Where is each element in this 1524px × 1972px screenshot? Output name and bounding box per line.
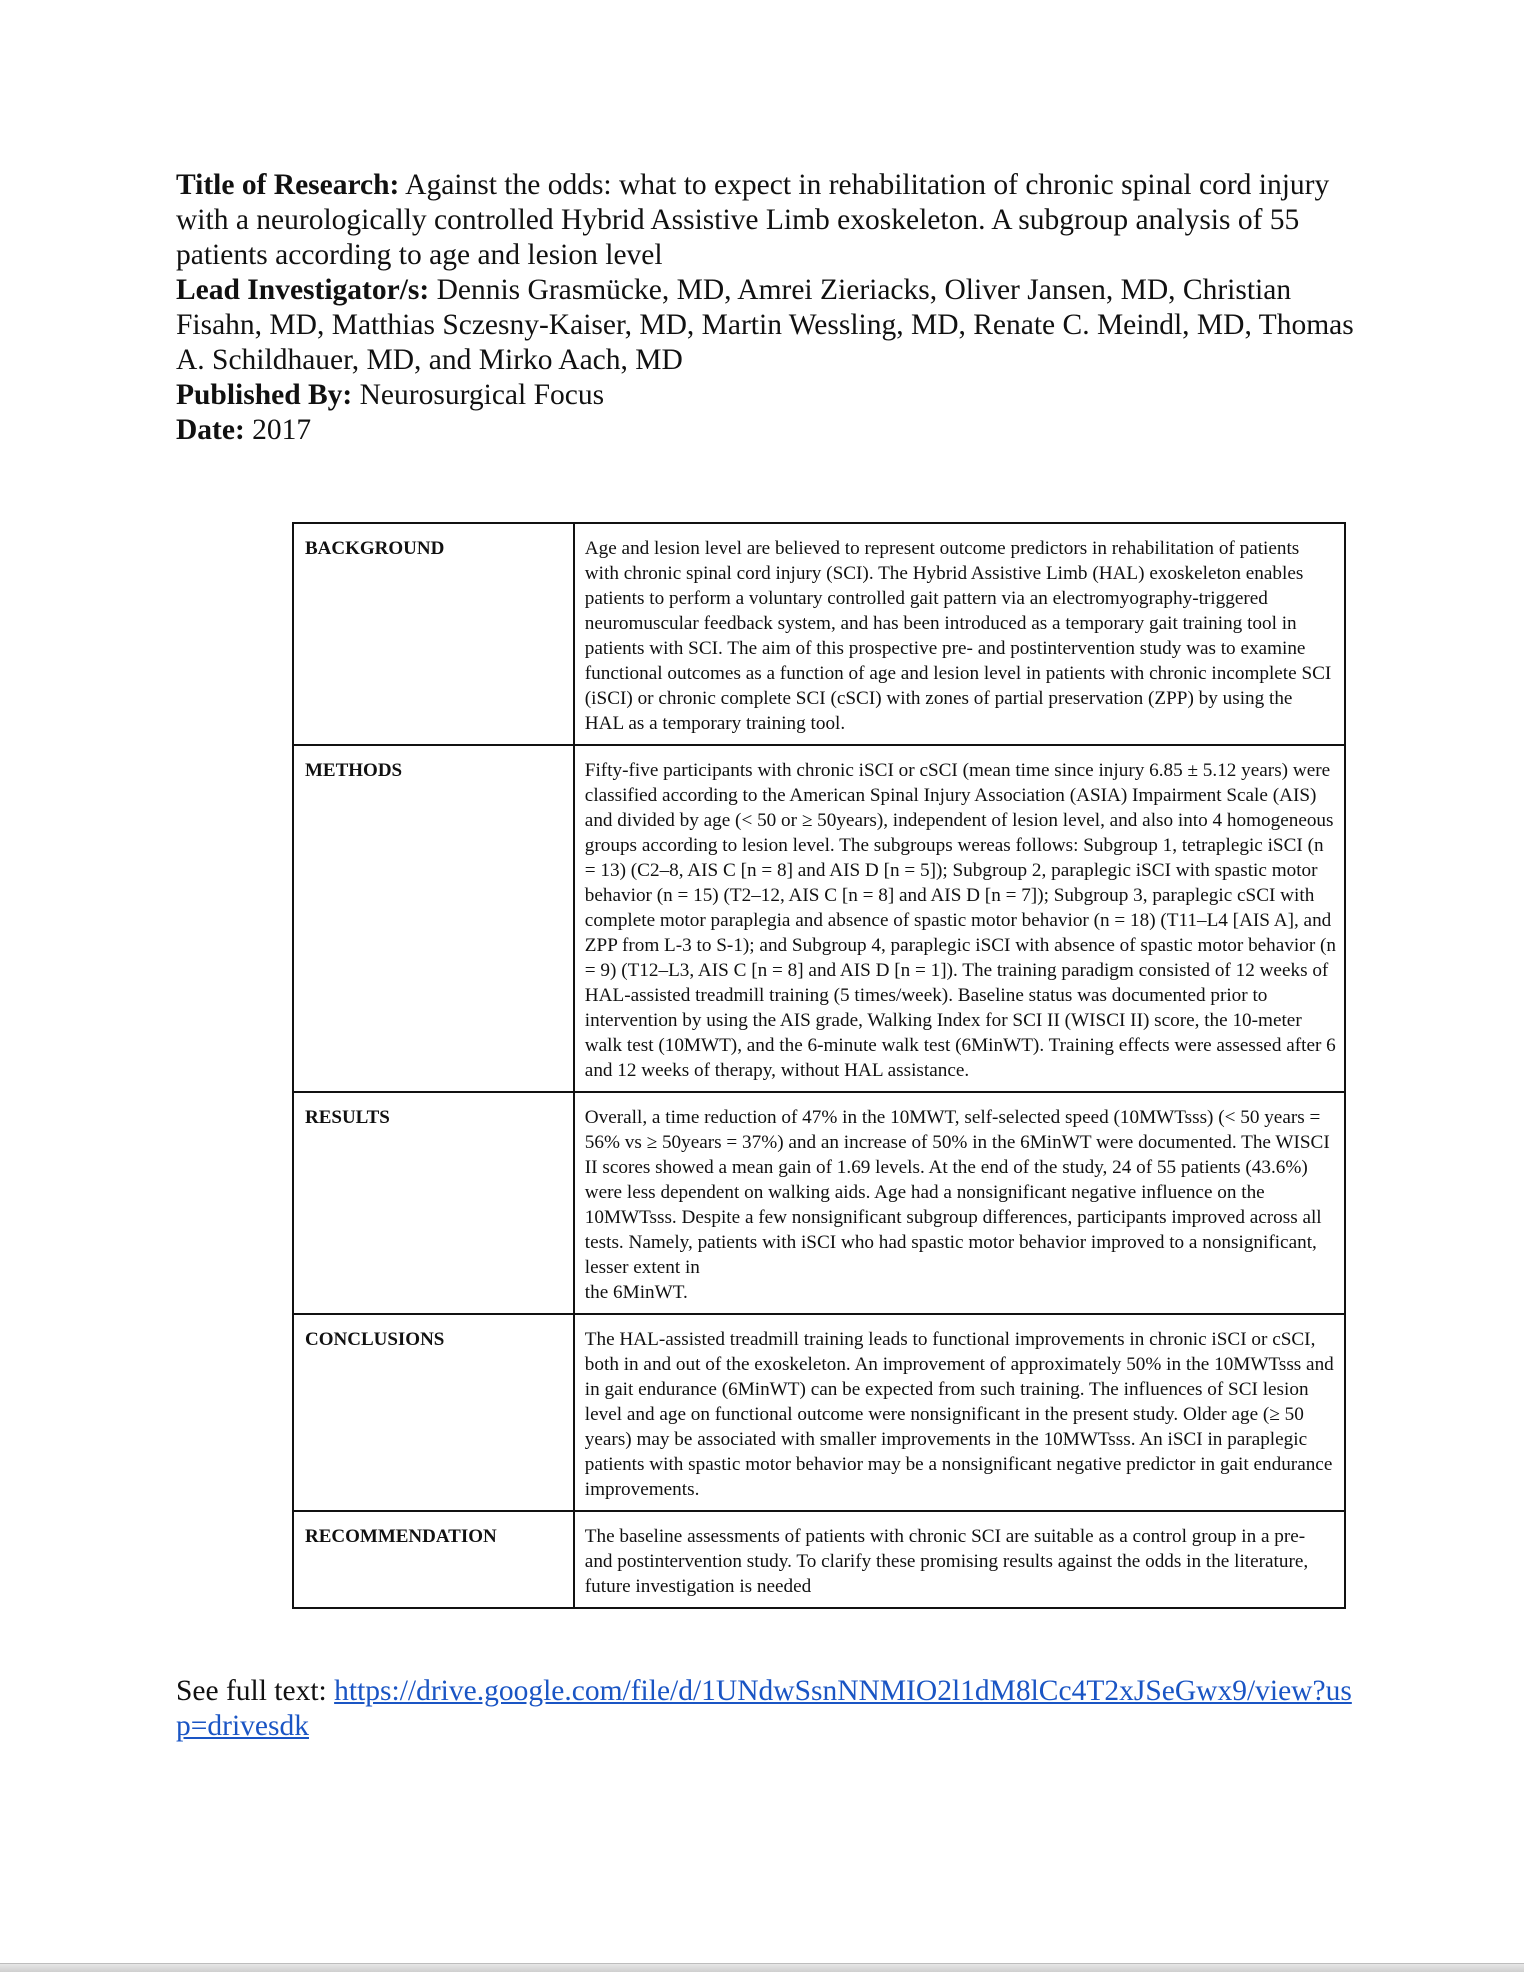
- date-value: 2017: [252, 414, 312, 446]
- date-line: [176, 413, 1356, 448]
- research-header: [176, 168, 1356, 448]
- title-line: [176, 168, 1356, 273]
- row-text-methods: Fifty-five participants with chronic iSCI or cSCI (mean time since injury 6.85 ± 5.12 years) were classified according to the American Spinal Injury Association (ASIA) Impairment Scale (AIS) and divided by age (< 50 or ≥ 50years), independent of lesion level, and also into 4 homogeneous groups according to lesion level. The subgroups wereas follows: Subgroup 1, tetraplegic iSCI (n = 13) (C2–8, AIS C [n = 8] and AIS D [n = 5]); Subgroup 2, paraplegic iSCI with spastic motor behavior (n = 15) (T2–12, AIS C [n = 8] and AIS D [n = 7]); Subgroup 3, paraplegic cSCI with complete motor paraplegia and absence of spastic motor behavior (n = 18) (T11–L4 [AIS A], and ZPP from L-3 to S-1); and Subgroup 4, paraplegic iSCI with absence of spastic motor behavior (n = 9) (T12–L3, AIS C [n = 8] and AIS D [n = 1]). The training paradigm consisted of 12 weeks of HAL-assisted treadmill training (5 times/week). Baseline status was documented prior to intervention by using the AIS grade, Walking Index for SCI II (WISCI II) score, the 10-meter walk test (10MWT), and the 6-minute walk test (6MinWT). Training effects were assessed after 6 and 12 weeks of therapy, without HAL assistance.: [574, 745, 1345, 1092]
- results-text-main: Overall, a time reduction of 47% in the 10MWT, self-selected speed (10MWTsss) (< 50 years = 56% vs ≥ 50years = 37%) and an increase of 50% in the 6MinWT were documented. The WISCI II scores showed a mean gain of 1.69 levels. At the end of the study, 24 of 55 patients (43.6%) were less dependent on walking aids. Age had a nonsignificant negative influence on the 10MWTsss. Despite a few nonsignificant subgroup differences, participants improved across all tests. Namely, patients with iSCI who had spastic motor behavior improved to a nonsignificant, lesser extent in: [584, 1107, 1330, 1278]
- published-label: Published By:: [176, 379, 353, 411]
- date-label: Date:: [176, 414, 245, 446]
- investigators-value: Dennis Grasmücke, MD, Amrei Zieriacks, Oliver Jansen, MD, Christian Fisahn, MD, Matthias Sczesny-Kaiser, MD, Martin Wessling, MD, Renate C. Meindl, MD, Thomas A. Schildhauer, MD, and Mirko Aach, MD: [176, 274, 1354, 376]
- table-row-results: [293, 1092, 1345, 1314]
- row-text-background: Age and lesion level are believed to represent outcome predictors in rehabilitation of patients with chronic spinal cord injury (SCI). The Hybrid Assistive Limb (HAL) exoskeleton enables patients to perform a voluntary controlled gait pattern via an electromyography-triggered neuromuscular feedback system, and has been introduced as a temporary gait training tool in patients with SCI. The aim of this prospective pre- and postintervention study was to examine functional outcomes as a function of age and lesion level in patients with chronic incomplete SCI (iSCI) or chronic complete SCI (cSCI) with zones of partial preservation (ZPP) by using the HAL as a temporary training tool.: [574, 523, 1345, 745]
- row-text-conclusions: The HAL-assisted treadmill training leads to functional improvements in chronic iSCI or cSCI, both in and out of the exoskeleton. An improvement of approximately 50% in the 10MWTsss and in gait endurance (6MinWT) can be expected from such training. The influences of SCI lesion level and age on functional outcome were nonsignificant in the present study. Older age (≥ 50 years) may be associated with smaller improvements in the 10MWTsss. An iSCI in paraplegic patients with spastic motor behavior may be a nonsignificant negative predictor in gait endurance improvements.: [574, 1314, 1345, 1511]
- row-text-recommendation: The baseline assessments of patients with chronic SCI are suitable as a control group in a pre- and postintervention study. To clarify these promising results against the odds in the literature, future investigation is needed: [574, 1511, 1345, 1608]
- row-label-conclusions: CONCLUSIONS: [293, 1314, 574, 1511]
- row-label-background: BACKGROUND: [293, 523, 574, 745]
- table-row-conclusions: [293, 1314, 1345, 1511]
- published-value: Neurosurgical Focus: [359, 379, 605, 411]
- row-text-results: [574, 1092, 1345, 1314]
- results-text-tail: the 6MinWT.: [584, 1282, 688, 1303]
- row-label-methods: METHODS: [293, 745, 574, 1092]
- full-text-line: [176, 1674, 1356, 1744]
- full-text-prefix: See full text:: [176, 1675, 327, 1707]
- investigators-label: Lead Investigator/s:: [176, 274, 430, 306]
- summary-table: [292, 522, 1346, 1609]
- title-label: Title of Research:: [176, 169, 400, 201]
- full-text-link[interactable]: https://drive.google.com/file/d/1UNdwSsnNNMIO2l1dM8lCc4T2xJSeGwx9/view?usp=drivesdk: [176, 1675, 1352, 1742]
- published-line: [176, 378, 1356, 413]
- investigators-line: [176, 273, 1356, 378]
- table-row-recommendation: [293, 1511, 1345, 1608]
- title-value: Against the odds: what to expect in rehabilitation of chronic spinal cord injury with a neurologically controlled Hybrid Assistive Limb exoskeleton. A subgroup analysis of 55 patients according to age and lesion level: [176, 169, 1330, 271]
- row-label-recommendation: RECOMMENDATION: [293, 1511, 574, 1608]
- window-bottom-edge: [0, 1963, 1524, 1972]
- table-row-background: [293, 523, 1345, 745]
- table-row-methods: [293, 745, 1345, 1092]
- row-label-results: RESULTS: [293, 1092, 574, 1314]
